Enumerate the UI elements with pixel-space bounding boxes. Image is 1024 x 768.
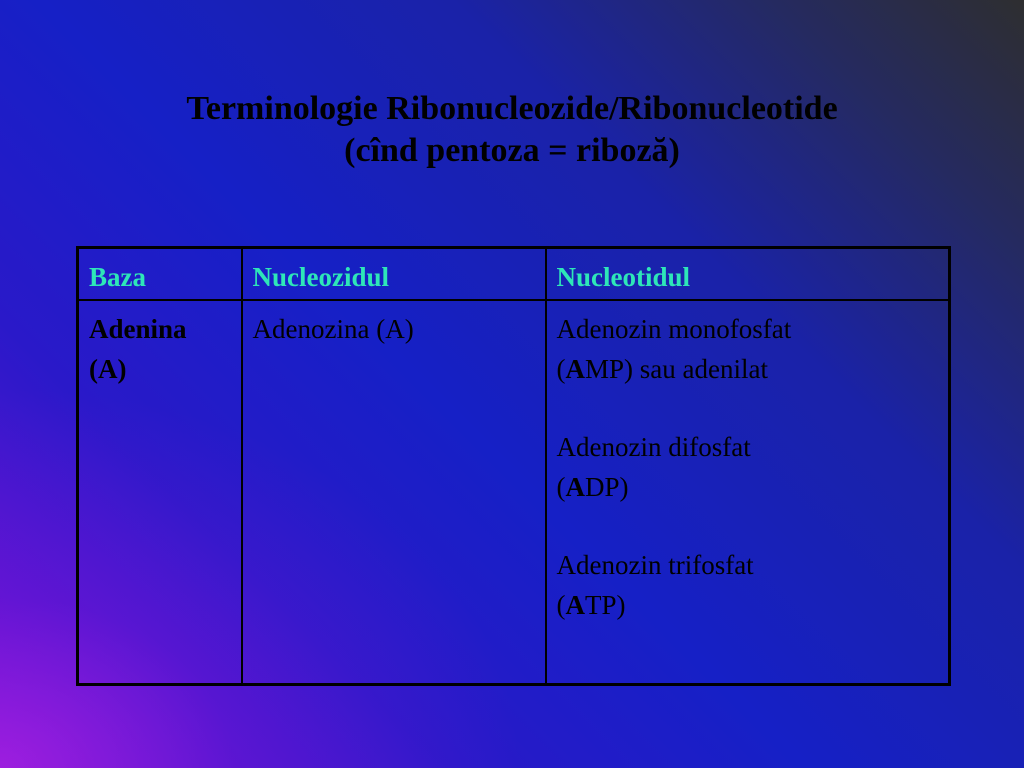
amp-open: ( (556, 354, 566, 384)
cell-nucleoside (242, 300, 546, 685)
cell-nucleotides (546, 300, 950, 685)
atp-abbrev (557, 585, 939, 625)
atp-bold-letter: A (565, 590, 585, 620)
amp-abbrev (557, 349, 939, 389)
adp-rest: DP) (585, 472, 629, 502)
slide-title (0, 88, 1024, 172)
adp-abbrev (557, 467, 939, 507)
base-name: Adenina (89, 314, 187, 344)
table-header-row (78, 248, 950, 301)
nucleoside-name: Adenozina (A) (252, 314, 414, 344)
atp-name: Adenozin trifosfat (556, 550, 754, 580)
header-baza: Baza (78, 248, 242, 301)
adp-bold-letter: A (565, 472, 585, 502)
header-nucleotidul: Nucleotidul (546, 248, 950, 301)
amp-bold-letter: A (565, 354, 585, 384)
adp-name: Adenozin difosfat (556, 432, 751, 462)
atp-open: ( (556, 590, 566, 620)
table-row (78, 300, 950, 685)
base-symbol: (A) (89, 354, 127, 384)
atp-rest: TP) (585, 590, 626, 620)
slide-title-line-1: Terminologie Ribonucleozide/Ribonucleotide (186, 90, 838, 127)
header-nucleozidul: Nucleozidul (242, 248, 546, 301)
spacer (557, 389, 939, 427)
terminology-table (76, 246, 951, 686)
adp-open: ( (556, 472, 566, 502)
cell-base (78, 300, 242, 685)
amp-rest: MP) sau adenilat (585, 354, 768, 384)
amp-name: Adenozin monofosfat (556, 314, 792, 344)
slide-title-line-2: (cînd pentoza = riboză) (344, 132, 680, 169)
spacer (557, 507, 939, 545)
